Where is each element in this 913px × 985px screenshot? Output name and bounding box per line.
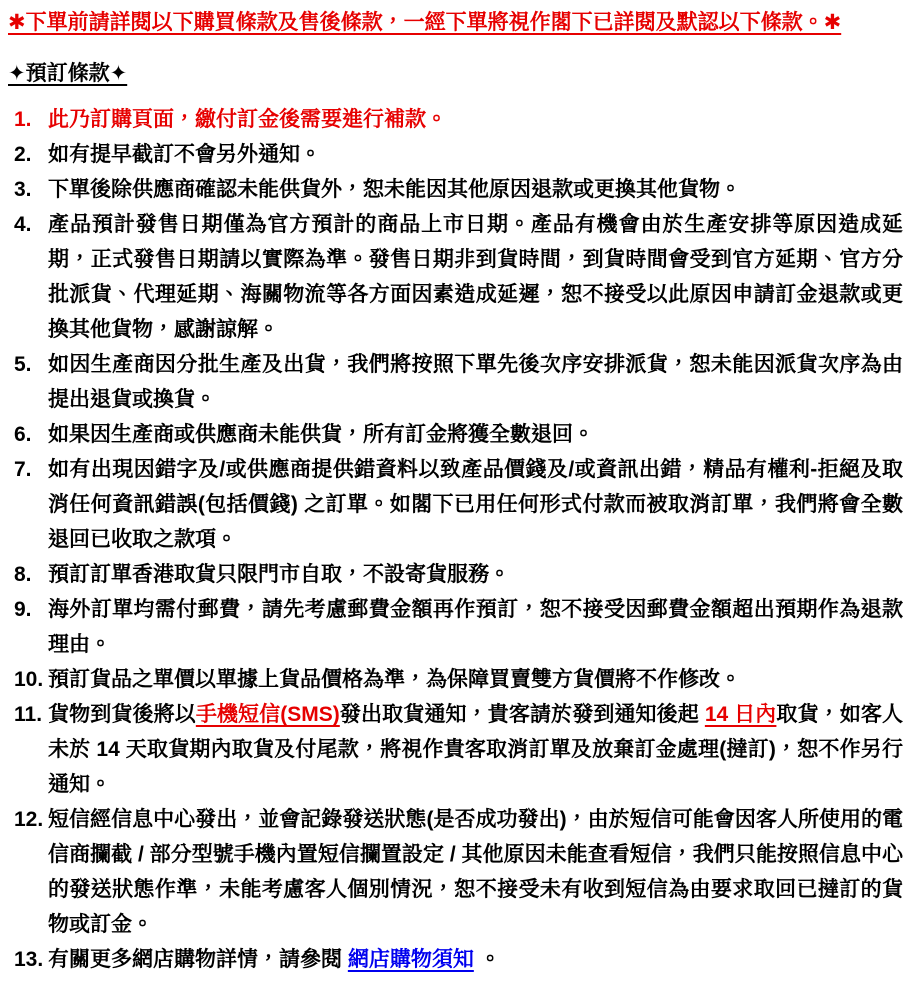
term-item-4	[8, 207, 903, 347]
term-item-8	[8, 557, 903, 592]
term-item-1	[8, 102, 903, 137]
section-title-preorder-terms: ✦預訂條款✦	[8, 62, 128, 85]
term-text: 。	[473, 948, 501, 971]
term-text: 海外訂單均需付郵費，請先考慮郵費金額再作預訂，恕不接受因郵費金額超出預期作為退款理由。	[48, 598, 903, 656]
term-item-5	[8, 347, 903, 417]
term-text: 發出取貨通知，貴客請於發到通知後起	[339, 703, 705, 726]
highlighted-term-text: 14 日內	[704, 703, 777, 726]
term-number: 2.	[14, 143, 32, 166]
terms-list	[8, 102, 903, 977]
term-text: 如有提早截訂不會另外通知。	[48, 143, 321, 166]
term-number: 5.	[14, 353, 32, 376]
term-number: 11.	[14, 703, 43, 726]
term-item-11	[8, 697, 903, 802]
term-text: 如果因生產商或供應商未能供貨，所有訂金將獲全數退回。	[48, 423, 594, 446]
term-number: 9.	[14, 598, 32, 621]
term-number: 6.	[14, 423, 32, 446]
term-number: 12.	[14, 808, 44, 831]
term-number: 10.	[14, 668, 44, 691]
term-text: 貨物到貨後將以	[48, 703, 196, 726]
store-shopping-notice-link[interactable]: 網店購物須知	[347, 948, 474, 971]
term-item-12	[8, 802, 903, 942]
term-item-2	[8, 137, 903, 172]
term-item-7	[8, 452, 903, 557]
term-item-10	[8, 662, 903, 697]
term-text: 下單後除供應商確認未能供貨外，恕未能因其他原因退款或更換其他貨物。	[48, 178, 741, 201]
term-number: 3.	[14, 178, 32, 201]
term-item-3	[8, 172, 903, 207]
term-text: 如有出現因錯字及/或供應商提供錯資料以致產品價錢及/或資訊出錯，精品有權利-拒絕及取消任何資訊錯誤(包括價錢) 之訂單。如閣下已用任何形式付款而被取消訂單，我們將會全數退回已收取之款項。	[48, 458, 903, 551]
term-item-6	[8, 417, 903, 452]
term-number: 13.	[14, 948, 44, 971]
highlighted-term-text: 手機短信(SMS)	[195, 703, 340, 726]
term-item-9	[8, 592, 903, 662]
term-text: 短信經信息中心發出，並會記錄發送狀態(是否成功發出)，由於短信可能會因客人所使用的電信商攔截 / 部分型號手機內置短信攔置設定 / 其他原因未能查看短信，我們只能按照信息中心的發送狀態作準，未能考慮客人個別情況，恕不接受未有收到短信為由要求取回已撻訂的貨物或訂金。	[48, 808, 903, 936]
term-text: 產品預計發售日期僅為官方預計的商品上市日期。產品有機會由於生產安排等原因造成延期，正式發售日期請以實際為準。發售日期非到貨時間，到貨時間會受到官方延期、官方分批派貨、代理延期、海關物流等各方面因素造成延遲，恕不接受以此原因申請訂金退款或更換其他貨物，感謝諒解。	[48, 213, 903, 341]
notice-header: ✱下單前請詳閱以下購買條款及售後條款，一經下單將視作閣下已詳閱及默認以下條款。✱	[8, 11, 842, 34]
term-item-13	[8, 942, 903, 977]
term-text: 取貨，如客人未於 14 天取貨期內取貨及付尾款，將視作貴客取消訂單及放棄訂金處理(撻訂)，恕不作另行通知。	[48, 703, 903, 796]
term-number: 1.	[14, 108, 32, 131]
term-text: 此乃訂購頁面，繳付訂金後需要進行補款。	[48, 108, 447, 131]
term-text: 如因生產商因分批生產及出貨，我們將按照下單先後次序安排派貨，恕未能因派貨次序為由提出退貨或換貨。	[48, 353, 903, 411]
term-text: 有關更多網店購物詳情，請參閱	[48, 948, 348, 971]
term-number: 7.	[14, 458, 32, 481]
term-text: 預訂訂單香港取貨只限門市自取，不設寄貨服務。	[48, 563, 510, 586]
term-number: 8.	[14, 563, 32, 586]
term-number: 4.	[14, 213, 32, 236]
term-text: 預訂貨品之單價以單據上貨品價格為準，為保障買賣雙方貨價將不作修改。	[48, 668, 741, 691]
